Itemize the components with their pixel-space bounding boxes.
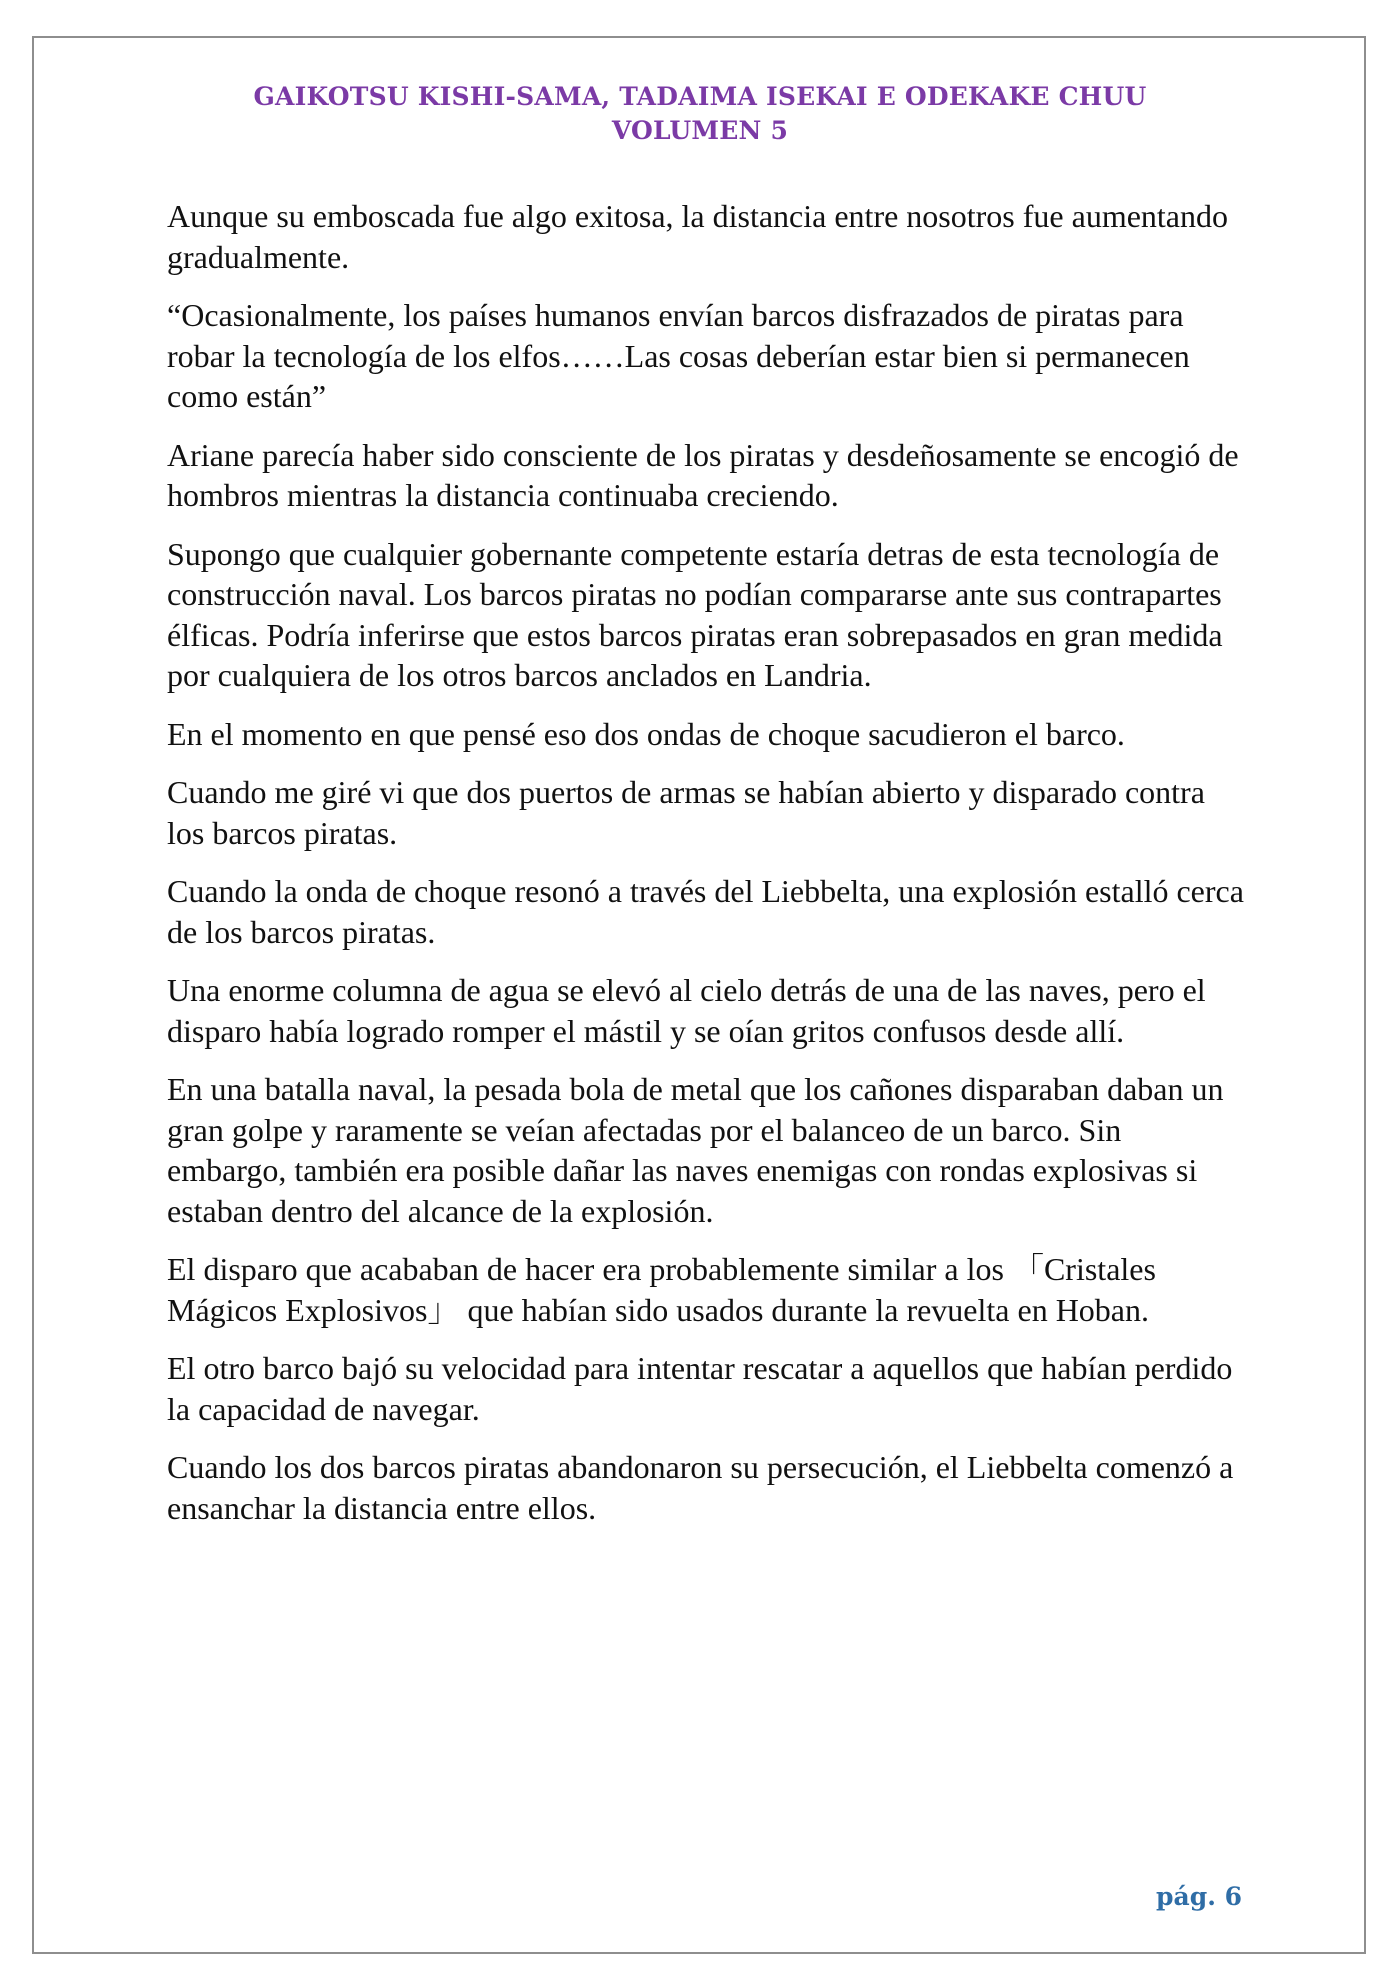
page-header [0, 80, 1400, 148]
paragraph: En el momento en que pensé eso dos ondas de choque sacudieron el barco. [167, 715, 1125, 752]
paragraph: Aunque su emboscada fue algo exitosa, la distancia entre nosotros fue aumentando gradualmente. [167, 198, 1228, 275]
paragraph: Cuando la onda de choque resonó a través del Liebbelta, una explosión estalló cerca de los barcos piratas. [167, 873, 1244, 950]
paragraph: Supongo que cualquier gobernante competente estaría detras de esta tecnología de construcción naval. Los barcos piratas no podían compararse ante sus contrapartes élficas. Podría inferirse que estos barcos piratas eran sobrepasados en gran medida por cualquiera de los otros barcos anclados en Landria. [167, 535, 1223, 693]
page-number: pág. 6 [1156, 1882, 1242, 1911]
paragraph: “Ocasionalmente, los países humanos envían barcos disfrazados de piratas para robar la tecnología de los elfos……Las cosas deberían estar bien si permanecen como están” [167, 297, 1190, 414]
paragraph: Cuando los dos barcos piratas abandonaron su persecución, el Liebbelta comenzó a ensanchar la distancia entre ellos. [167, 1449, 1234, 1526]
paragraph: Ariane parecía haber sido consciente de los piratas y desdeñosamente se encogió de hombros mientras la distancia continuaba creciendo. [167, 436, 1239, 513]
body-text [167, 196, 1247, 1546]
paragraph: Cuando me giré vi que dos puertos de armas se habían abierto y disparado contra los barcos piratas. [167, 774, 1205, 851]
paragraph: El otro barco bajó su velocidad para intentar rescatar a aquellos que habían perdido la capacidad de navegar. [167, 1350, 1233, 1427]
paragraph: Una enorme columna de agua se elevó al cielo detrás de una de las naves, pero el disparo había logrado romper el mástil y se oían gritos confusos desde allí. [167, 972, 1206, 1049]
paragraph: El disparo que acababan de hacer era probablemente similar a los 「Cristales Mágicos Explosivos」 que habían sido usados durante la revuelta en Hoban. [167, 1251, 1156, 1328]
paragraph: En una batalla naval, la pesada bola de metal que los cañones disparaban daban un gran golpe y raramente se veían afectadas por el balanceo de un barco. Sin embargo, también era posible dañar las naves enemigas con rondas explosivas si estaban dentro del alcance de la explosión. [167, 1071, 1224, 1229]
header-title: GAIKOTSU KISHI-SAMA, TADAIMA ISEKAI E ODEKAKE CHUU [253, 82, 1147, 111]
header-volume: VOLUMEN 5 [611, 116, 789, 145]
